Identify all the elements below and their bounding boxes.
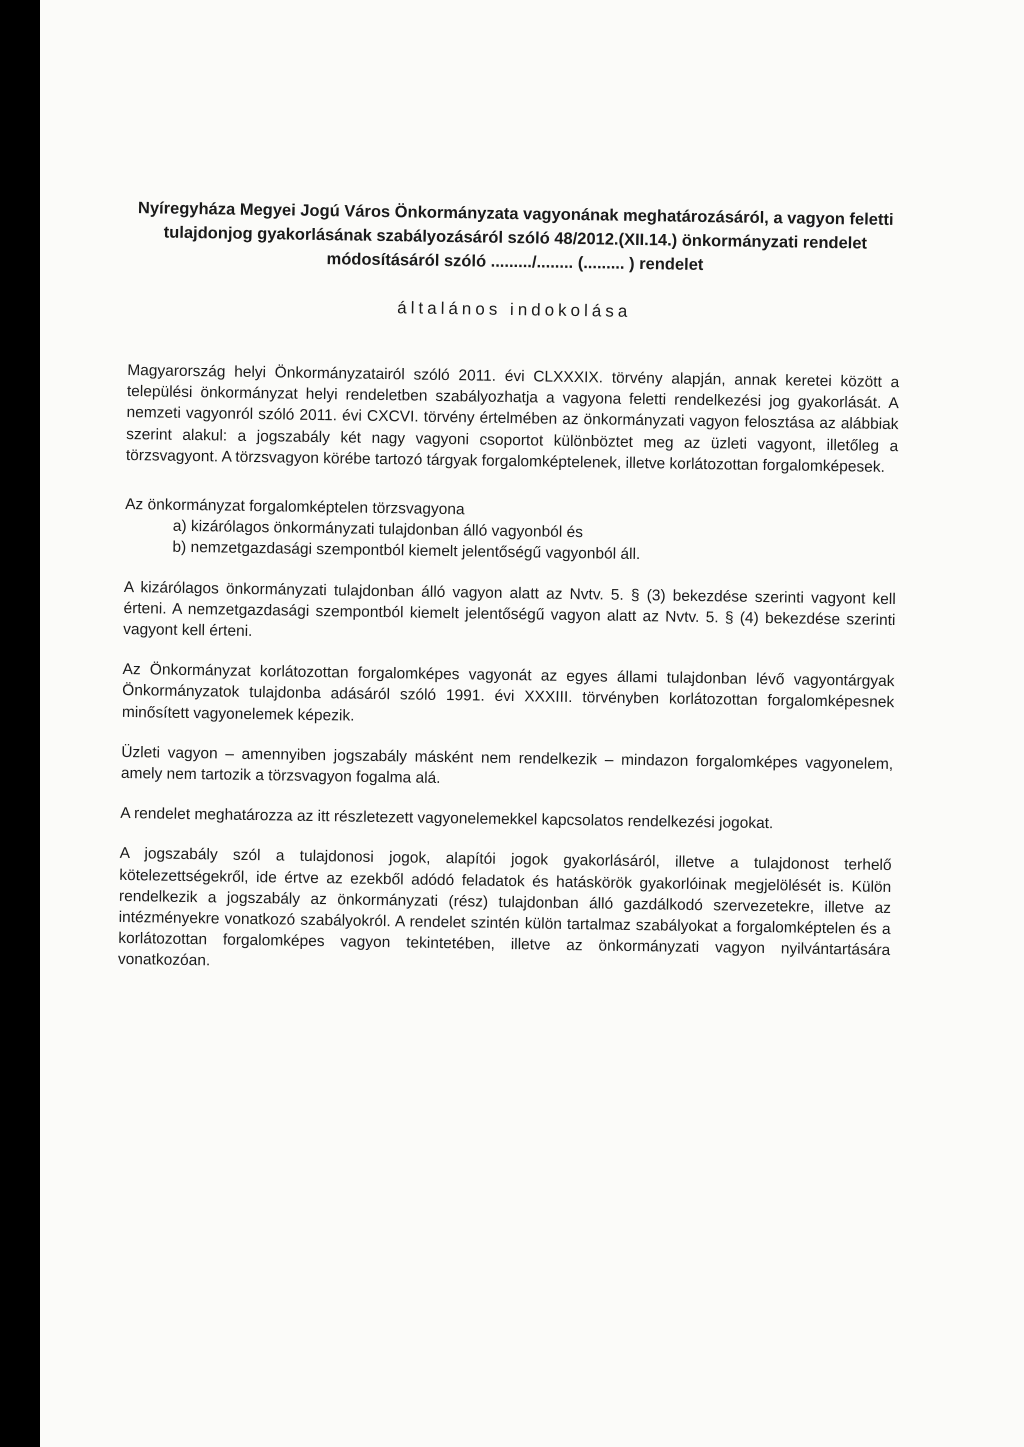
paragraph-core-assets xyxy=(124,494,897,570)
paragraph-restricted-assets: Az Önkormányzat korlátozottan forgalomképes vagyonát az egyes állami tulajdonban lévő vagyontárgyak Önkormányzatok tulajdonba adásáról szóló 1991. évi XXXIII. törvényben korlátozottan forgalomképesnek minősített vagyonelemek képezik. xyxy=(121,661,895,725)
title-line-2: tulajdonjog gyakorlásának szabályozásáról szóló 48/2012.(XII.14.) önkormányzati rendelet xyxy=(163,223,868,253)
title-line-3: módosításáról szóló ........./........ (......... ) rendelet xyxy=(326,250,704,275)
document-subtitle: általános indokolása xyxy=(397,298,632,321)
document-body xyxy=(118,196,902,983)
paragraph-legal-basis: Magyarország helyi Önkormányzatairól szóló 2011. évi CLXXXIX. törvény alapján, annak keretei között a települési önkormányzat helyi rendeletben szabályozhatja a vagyona feletti rendelkezési jog gyakorlását. A nemzeti vagyonról szóló 2011. évi CXCVI. törvény értelmében az önkormányzati vagyon felosztása az alábbiak szerint alakul: a jogszabály két nagy vagyoni csoportot különböztet meg az üzleti vagyont, illetőleg a törzsvagyont. A törzsvagyon körébe tartozó tárgyak forgalomképtelenek, illetve korlátozottan forgalomképesek. xyxy=(125,361,900,476)
paragraph-business-assets: Üzleti vagyon – amennyiben jogszabály másként nem rendelkezik – mindazon forgalomképes vagyonelem, amely nem tartozik a törzsvagyon fogalma alá. xyxy=(120,743,894,787)
paragraph-exclusive-assets: A kizárólagos önkormányzati tulajdonban álló vagyon alatt az Nvtv. 5. § (3) bekezdése szerinti vagyont kell érteni. A nemzetgazdasági szempontból kiemelt jelentőségű vagyon alatt az Nvtv. 5. § (4) bekezdése szerinti vagyont kell érteni. xyxy=(123,578,896,641)
core-assets-item-a: a) kizárólagos önkormányzati tulajdonban álló vagyonból és xyxy=(172,517,584,542)
paragraph-owner-rights: A jogszabály szól a tulajdonosi jogok, alapítói jogok gyakorlásáról, illetve a tulajdonost terhelő kötelezettségekről, ide értve az ezekből adódó feladatok és hatáskörök gyakorlóinak megjelölését is. Külön rendelkezik a jogszabály az önkormányzati (rész) tulajdonban álló gazdálkodó szervezetekre, illetve az intézményekre vonatkozó szabályokról. A rendelet szintén külön tartalmaz szabályokat a forgalomképtelen és a korlátozottan forgalomképes vagyon tekintetében, illetve az önkormányzati vagyon nyilvántartására vonatkozóan. xyxy=(117,845,892,970)
document-title xyxy=(129,196,902,280)
core-assets-item-b: b) nemzetgazdasági szempontból kiemelt jelentőségű vagyonból áll. xyxy=(172,539,641,564)
core-assets-intro: Az önkormányzat forgalomképtelen törzsvagyona xyxy=(125,495,465,519)
title-line-1: Nyíregyháza Megyei Jogú Város Önkormányzata vagyonának meghatározásáról, a vagyon feletti xyxy=(137,199,894,229)
paragraph-disposal-rights: A rendelet meghatározza az itt részletezett vagyonelemekkel kapcsolatos rendelkezési jogokat. xyxy=(120,805,774,833)
